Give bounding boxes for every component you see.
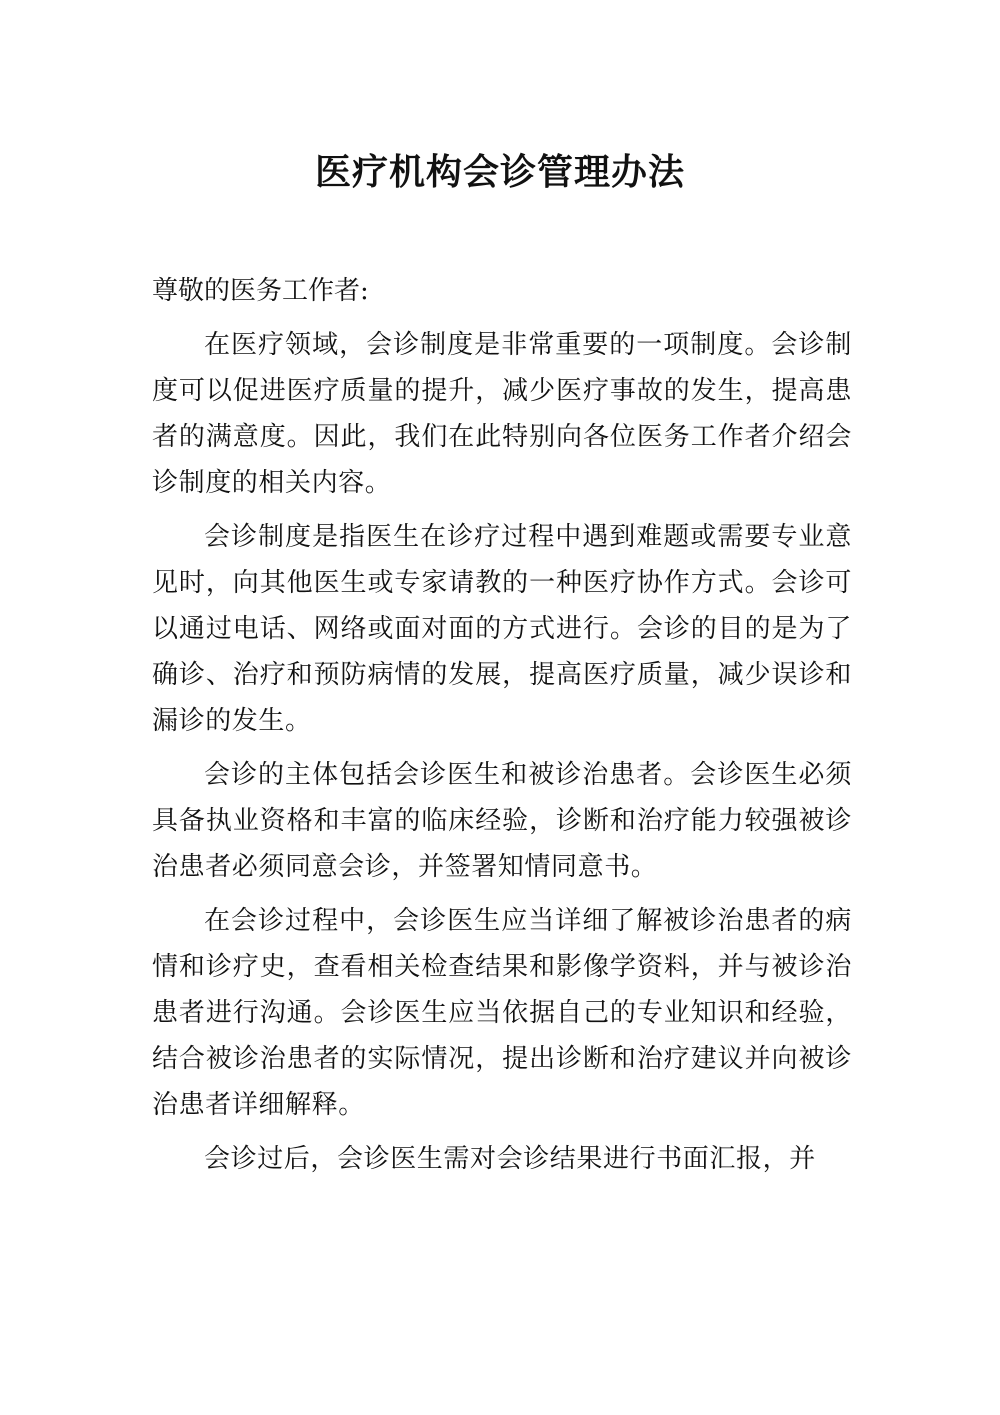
paragraph-definition: 会诊制度是指医生在诊疗过程中遇到难题或需要专业意见时，向其他医生或专家请教的一种医疗协作方式。会诊可以通过电话、网络或面对面的方式进行。会诊的目的是为了确诊、治疗和预防病情的发展，提高医疗质量，减少误诊和漏诊的发生。 [152, 522, 852, 736]
paragraph-participants: 会诊的主体包括会诊医生和被诊治患者。会诊医生必须具备执业资格和丰富的临床经验，诊断和治疗能力较强被诊治患者必须同意会诊，并签署知情同意书。 [152, 760, 852, 882]
paragraph-process: 在会诊过程中，会诊医生应当详细了解被诊治患者的病情和诊疗史，查看相关检查结果和影像学资料，并与被诊治患者进行沟通。会诊医生应当依据自己的专业知识和经验，结合被诊治患者的实际情况，提出诊断和治疗建议并向被诊治患者详细解释。 [152, 906, 852, 1120]
paragraph-intro: 在医疗领域，会诊制度是非常重要的一项制度。会诊制度可以促进医疗质量的提升，减少医疗事故的发生，提高患者的满意度。因此，我们在此特别向各位医务工作者介绍会诊制度的相关内容。 [152, 330, 852, 498]
document-title: 医疗机构会诊管理办法 [314, 152, 685, 193]
salutation: 尊敬的医务工作者: [152, 276, 369, 306]
paragraph-after-consultation: 会诊过后，会诊医生需对会诊结果进行书面汇报，并 [204, 1144, 816, 1174]
document-body [152, 268, 852, 1190]
